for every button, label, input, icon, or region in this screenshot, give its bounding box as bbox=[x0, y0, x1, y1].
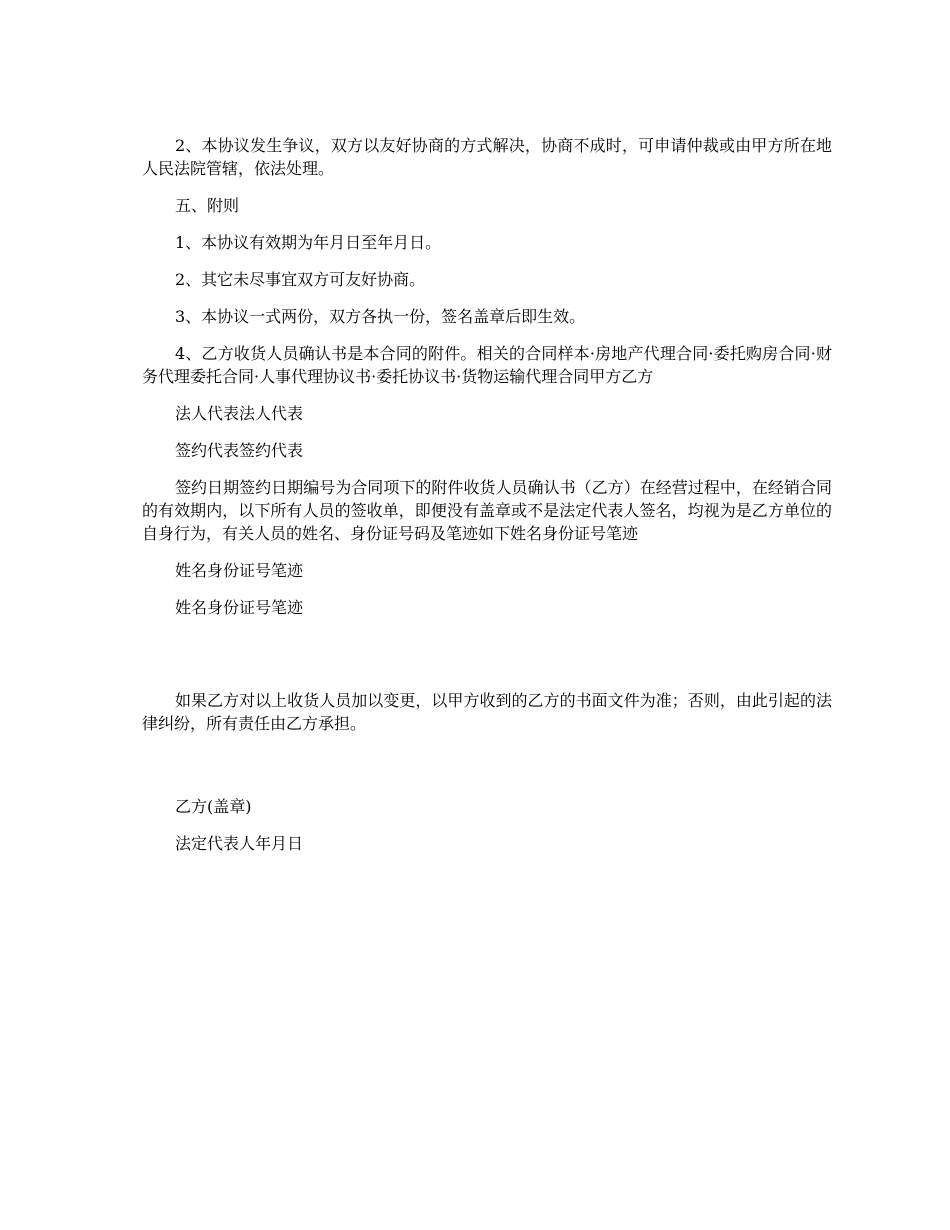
clause-copies: 3、本协议一式两份，双方各执一份，签名盖章后即生效。 bbox=[175, 307, 586, 326]
document-page bbox=[142, 134, 832, 869]
legal-representatives-line: 法人代表法人代表 bbox=[175, 404, 304, 423]
clause-dispute-resolution: 2、本协议发生争议，双方以友好协商的方式解决，协商不成时，可申请仲裁或由甲方所在地人民法院管辖，依法处理。 bbox=[142, 136, 832, 178]
signing-representatives-line: 签约代表签约代表 bbox=[175, 441, 304, 460]
receiver-row-2: 姓名身份证号笔迹 bbox=[175, 598, 304, 617]
legal-representative-date-line: 法定代表人年月日 bbox=[175, 834, 304, 853]
party-b-seal-line: 乙方(盖章) bbox=[175, 797, 252, 816]
spacer bbox=[142, 749, 832, 795]
clause-attachment: 4、乙方收货人员确认书是本合同的附件。相关的合同样本·房地产代理合同·委托购房合同·财务代理委托合同·人事代理协议书·委托协议书·货物运输代理合同甲方乙方 bbox=[142, 344, 832, 386]
receiver-confirmation-text: 签约日期签约日期编号为合同项下的附件收货人员确认书（乙方）在经营过程中，在经销合同的有效期内，以下所有人员的签收单，即便没有盖章或不是法定代表人签名，均视为是乙方单位的自身行为，有关人员的姓名、身份证号码及笔迹如下姓名身份证号笔迹 bbox=[142, 478, 832, 543]
spacer bbox=[142, 633, 832, 689]
section-heading-supplementary: 五、附则 bbox=[175, 196, 240, 215]
change-notice-text: 如果乙方对以上收货人员加以变更，以甲方收到的乙方的书面文件为准；否则，由此引起的法律纠纷，所有责任由乙方承担。 bbox=[142, 691, 832, 733]
receiver-row-1: 姓名身份证号笔迹 bbox=[175, 561, 304, 580]
clause-other-matters: 2、其它未尽事宜双方可友好协商。 bbox=[175, 270, 426, 289]
clause-validity-period: 1、本协议有效期为年月日至年月日。 bbox=[175, 233, 442, 252]
